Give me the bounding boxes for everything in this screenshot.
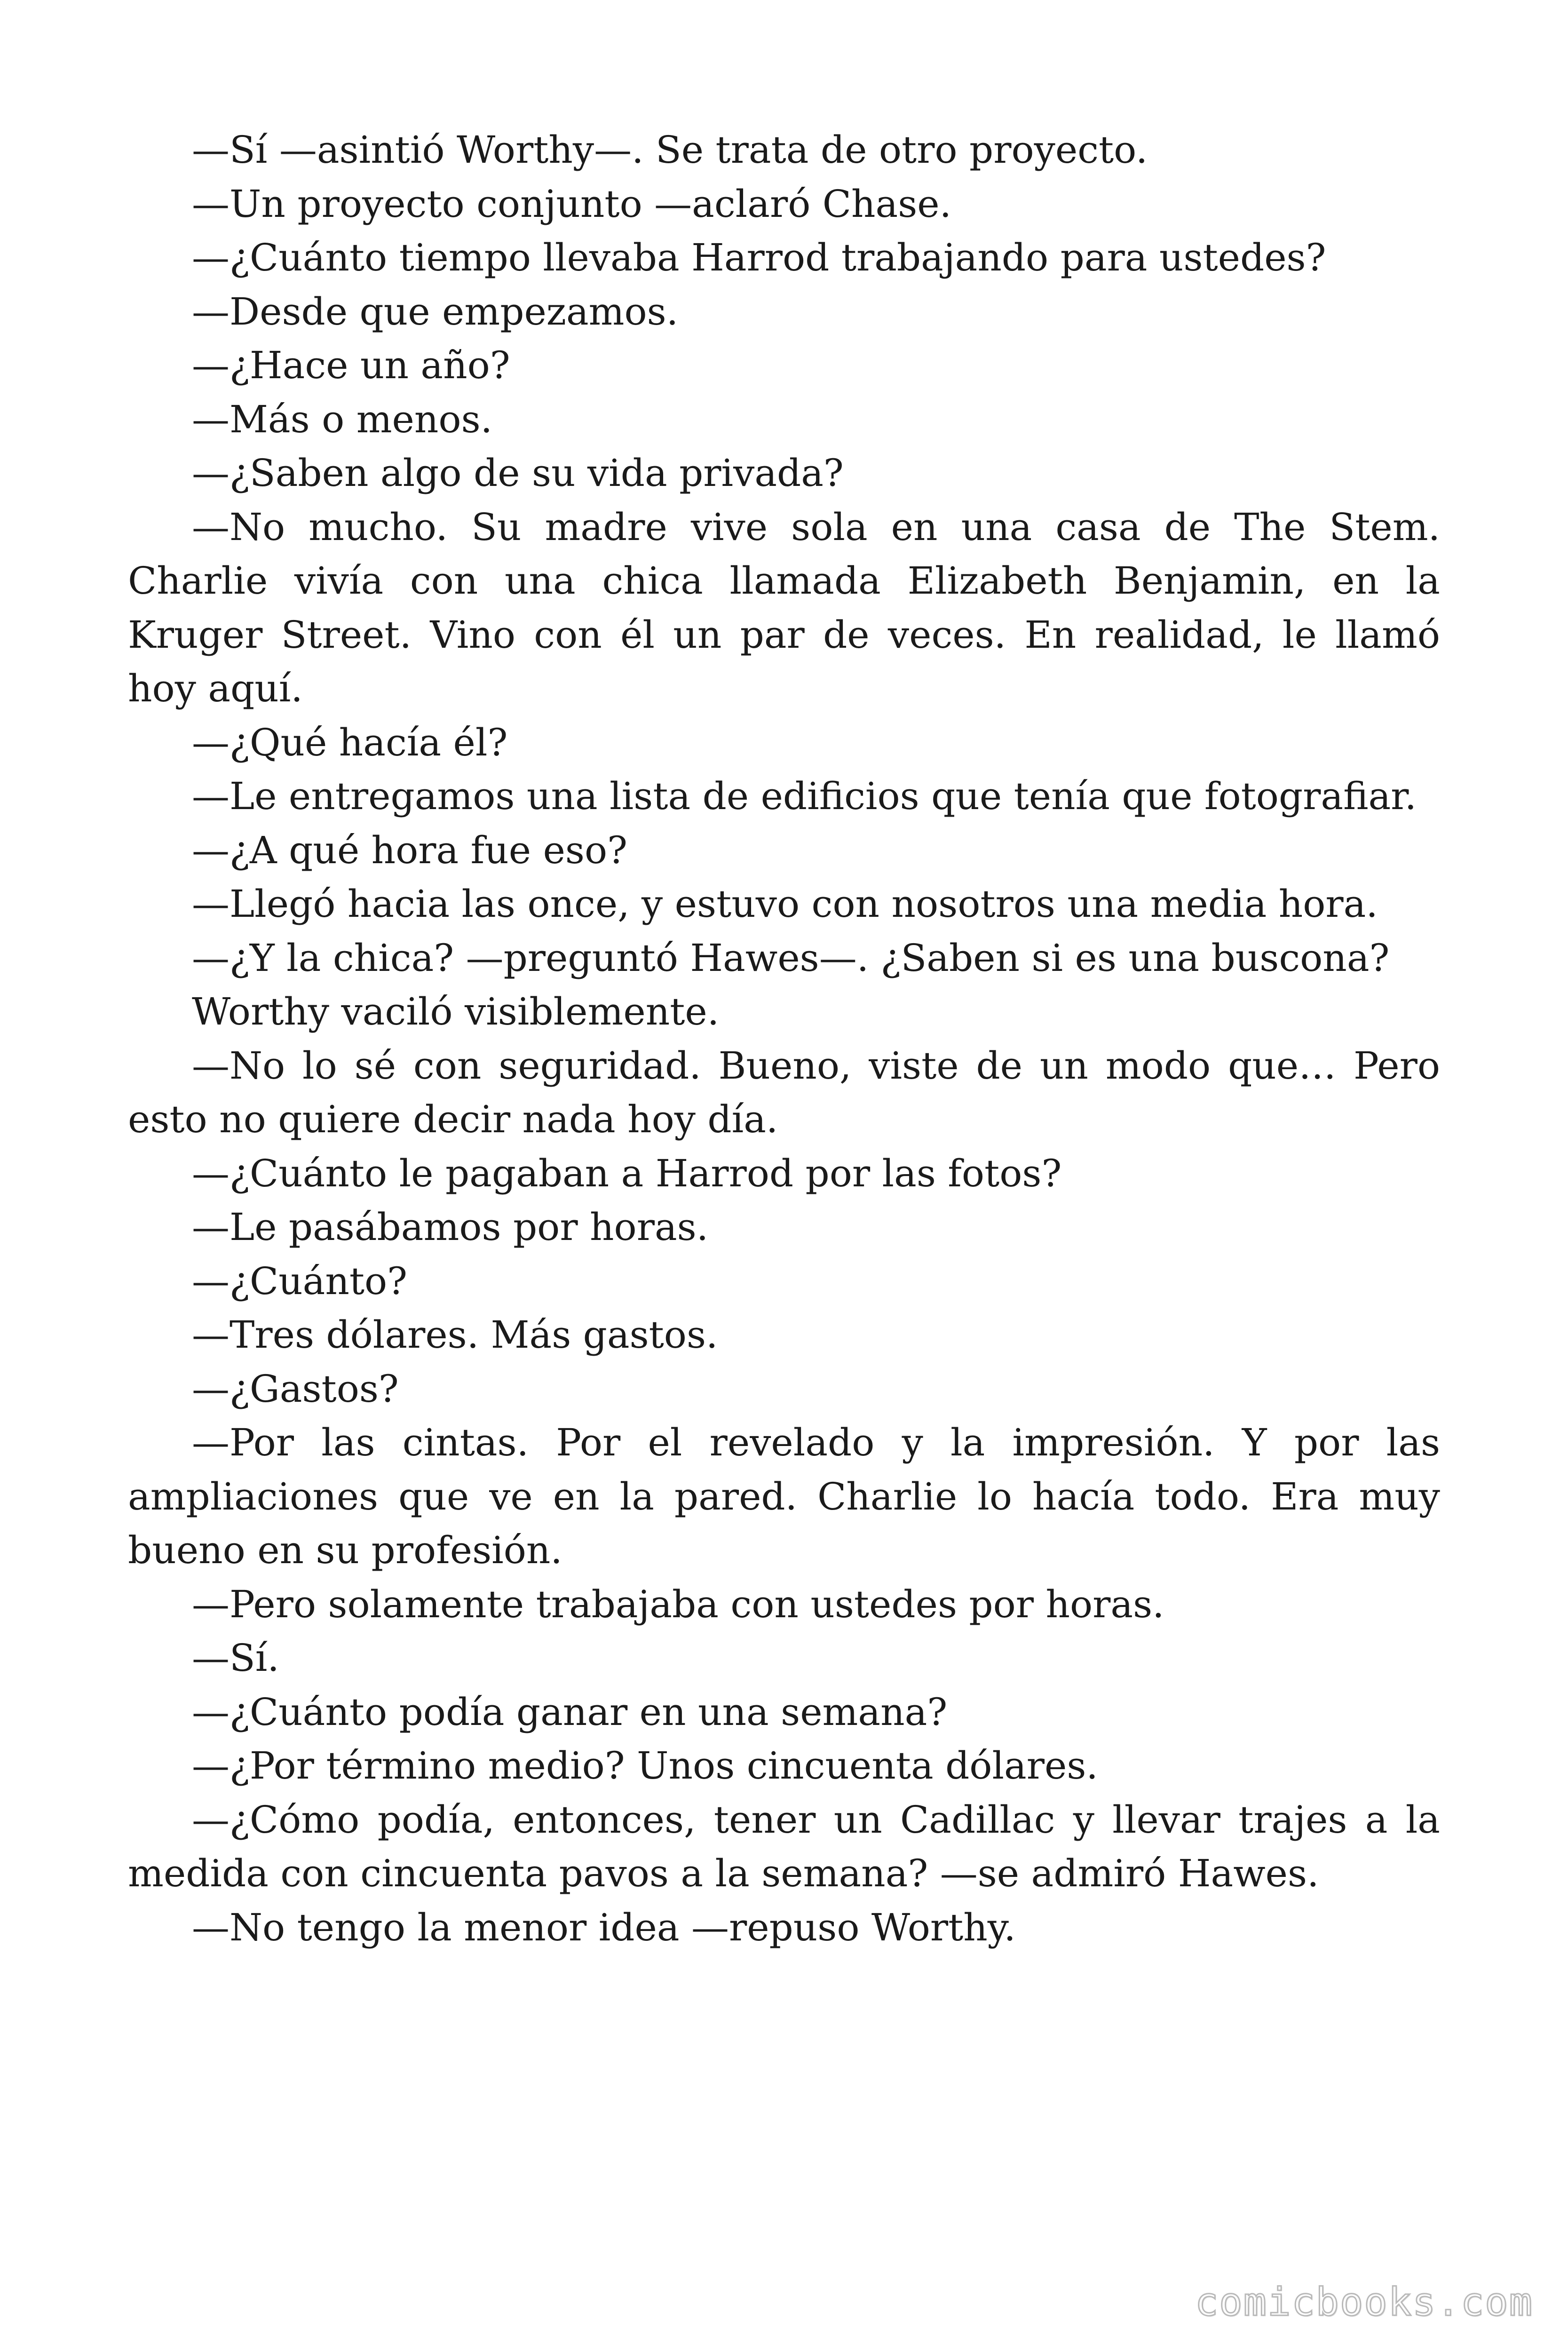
paragraph: —No tengo la menor idea —repuso Worthy. (192, 1905, 1016, 1949)
paragraph: —¿Y la chica? —preguntó Hawes—. ¿Saben si es una buscona? (192, 936, 1390, 980)
paragraph: —¿Cuánto le pagaban a Harrod por las fotos? (192, 1151, 1062, 1195)
paragraph: Worthy vaciló visiblemente. (192, 990, 720, 1033)
paragraph: —No lo sé con seguridad. Bueno, viste de un modo que… Pero esto no quiere decir nada hoy día. (128, 1043, 1440, 1141)
paragraph: —¿Cómo podía, entonces, tener un Cadillac y llevar trajes a la medida con cincuenta pavos a la semana? —se admiró Hawes. (128, 1797, 1440, 1895)
paragraph: —Le entregamos una lista de edificios que tenía que fotografiar. (192, 774, 1417, 818)
paragraph: —¿A qué hora fue eso? (192, 828, 628, 872)
paragraph: —Un proyecto conjunto —aclaró Chase. (192, 182, 952, 226)
paragraph: —Sí —asintió Worthy—. Se trata de otro proyecto. (192, 128, 1148, 172)
paragraph: —Más o menos. (192, 397, 493, 441)
paragraph: —¿Saben algo de su vida privada? (192, 451, 844, 495)
paragraph: —Le pasábamos por horas. (192, 1205, 709, 1249)
paragraph: —¿Gastos? (192, 1367, 399, 1411)
paragraph: —¿Cuánto? (192, 1259, 408, 1303)
paragraph: —Sí. (192, 1636, 279, 1680)
paragraph: —¿Qué hacía él? (192, 720, 508, 764)
paragraph: —Llegó hacia las once, y estuvo con nosotros una media hora. (192, 882, 1378, 926)
paragraph: —¿Cuánto podía ganar en una semana? (192, 1690, 948, 1734)
paragraph: —¿Por término medio? Unos cincuenta dólares. (192, 1744, 1098, 1788)
paragraph: —Desde que empezamos. (192, 289, 679, 334)
paragraph: —Tres dólares. Más gastos. (192, 1313, 718, 1357)
watermark: comicbooks.com (1195, 2280, 1533, 2325)
paragraph: —¿Cuánto tiempo llevaba Harrod trabajando para ustedes? (192, 236, 1326, 279)
paragraph: —No mucho. Su madre vive sola en una casa de The Stem. Charlie vivía con una chica llamada Elizabeth Benjamin, en la Kruger Street. Vino con él un par de veces. En realidad, le llamó hoy aquí. (128, 505, 1440, 710)
paragraph: —Pero solamente trabajaba con ustedes por horas. (192, 1582, 1164, 1626)
paragraph: —¿Hace un año? (192, 343, 510, 387)
body-text (128, 123, 1440, 1955)
paragraph: —Por las cintas. Por el revelado y la impresión. Y por las ampliaciones que ve en la pared. Charlie lo hacía todo. Era muy bueno en su profesión. (128, 1421, 1440, 1572)
